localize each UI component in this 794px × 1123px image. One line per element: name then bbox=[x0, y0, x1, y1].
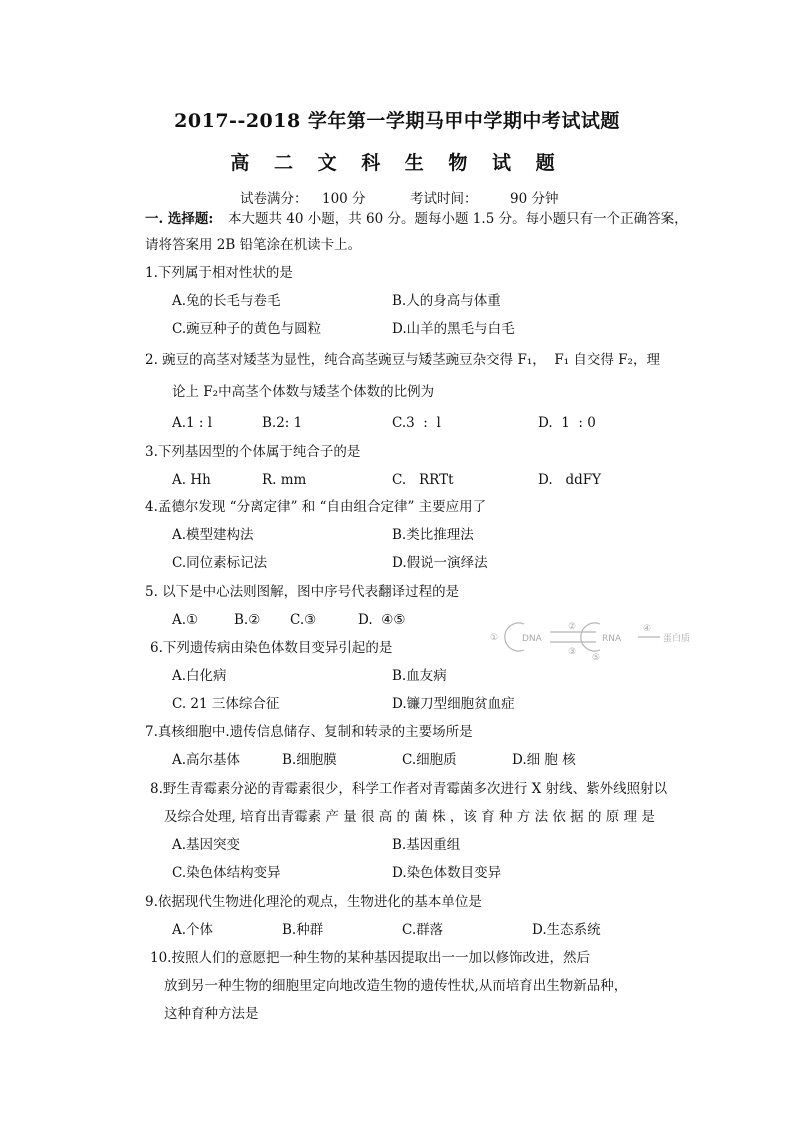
question-stem: 2. 豌豆的高茎对矮茎为显性，纯合高茎豌豆与矮茎豌豆杂交得 F₁， F₁ 自交得 F₂，理 bbox=[145, 352, 660, 368]
option: C. 21 三体综合征 bbox=[172, 696, 280, 712]
rna-replication-loop bbox=[581, 623, 600, 651]
option: D. ④⑤ bbox=[358, 612, 406, 628]
diagram-label: ③ bbox=[568, 647, 577, 657]
full-score-label: 试卷满分： bbox=[240, 191, 308, 207]
question-stem-cont: 放到另一种生物的细胞里定向地改造生物的遗传性状,从而培育出生物新品种， bbox=[164, 978, 628, 994]
option: B.血友病 bbox=[392, 668, 447, 684]
diagram-label: ④ bbox=[643, 624, 652, 634]
option: D.染色体数目变异 bbox=[392, 865, 502, 881]
option: C.③ bbox=[290, 612, 317, 628]
option: B.细胞膜 bbox=[282, 752, 337, 768]
option: D.假说一演绎法 bbox=[392, 555, 488, 571]
diagram-label: DNA bbox=[522, 634, 542, 644]
option: B.2: 1 bbox=[262, 415, 303, 431]
option: A.白化病 bbox=[172, 668, 227, 684]
diagram-label: RNA bbox=[602, 634, 622, 644]
question-stem: 8.野生青霉素分泌的青霉素很少，科学工作者对青霉菌多次进行 X 射线、紫外线照射以 bbox=[150, 781, 668, 797]
time-label: 考试时间： bbox=[410, 191, 478, 207]
option: R. mm bbox=[262, 472, 307, 488]
question-stem: 4.孟德尔发现 “分离定律” 和 “自由组合定律” 主要应用了 bbox=[145, 499, 487, 515]
option: B.类比推理法 bbox=[392, 527, 474, 543]
option: B.基因重组 bbox=[392, 837, 461, 853]
option: D.镰刀型细胞贫血症 bbox=[392, 696, 515, 712]
diagram-label: ② bbox=[568, 622, 577, 632]
option: D. ddFY bbox=[538, 472, 602, 488]
section-heading: 一. 选择题: bbox=[145, 211, 214, 227]
full-score-value: 100 分 bbox=[322, 191, 366, 207]
option: A.基因突变 bbox=[172, 837, 241, 853]
option: C. RRTt bbox=[392, 472, 454, 488]
question-stem: 9.依据现代生物进化理沦的观点，生物进化的基本单位是 bbox=[145, 894, 482, 910]
question-stem-cont: 论上 F₂中高茎个体数与矮茎个体数的比例为 bbox=[172, 384, 435, 400]
option: A.① bbox=[172, 612, 199, 628]
option: A.个体 bbox=[172, 922, 214, 938]
option: D.细 胞 核 bbox=[512, 752, 576, 768]
option: D.山羊的黑毛与白毛 bbox=[392, 321, 515, 337]
option: A.1 : l bbox=[172, 415, 213, 431]
question-stem: 10.按照人们的意愿把一种生物的某种基因提取出一一加以修饰改进，然后 bbox=[150, 950, 590, 966]
question-stem: 5. 以下是中心法则图解，图中序号代表翻译过程的是 bbox=[145, 584, 460, 600]
question-stem-cont: 及综合处理, 培育出青霉素 产 量 很 高 的 菌 株 ，该 育 种 方 法 依 据 的 原 理 是 bbox=[164, 809, 655, 825]
question-stem: 7.真核细胞中.遗传信息储存、复制和转录的主要场所是 bbox=[145, 724, 473, 740]
question-stem-cont: 这种育种方法是 bbox=[164, 1006, 259, 1022]
exam-title: 2017--2018 学年第一学期马甲中学期中考试试题 bbox=[174, 110, 620, 132]
option: A.模型建构法 bbox=[172, 527, 254, 543]
central-dogma-diagram bbox=[488, 612, 710, 662]
question-stem: 3.下列基因型的个体属于纯合子的是 bbox=[145, 444, 361, 460]
section-instructions-cont: 请将答案用 2B 铅笔涂在机读卡上。 bbox=[145, 237, 362, 253]
option: C.3 : l bbox=[392, 415, 441, 431]
section-instructions: 本大题共 40 小题，共 60 分。题每小题 1.5 分。每小题只有一个正确答案， bbox=[228, 211, 688, 227]
time-value: 90 分钟 bbox=[510, 191, 559, 207]
diagram-label: ⑤ bbox=[592, 653, 601, 662]
option: A.兔的长毛与卷毛 bbox=[172, 293, 281, 309]
option: A.高尔基体 bbox=[172, 752, 241, 768]
diagram-label: 蛋白质 bbox=[663, 634, 691, 644]
option: B.人的身高与体重 bbox=[392, 293, 501, 309]
option: C.群落 bbox=[402, 922, 444, 938]
option: D. 1 : 0 bbox=[538, 415, 596, 431]
option: C.细胞质 bbox=[402, 752, 457, 768]
question-stem: 6.下列遗传病由染色体数目变异引起的是 bbox=[150, 640, 393, 656]
option: C.同位素标记法 bbox=[172, 555, 268, 571]
option: D.生态系统 bbox=[532, 922, 601, 938]
exam-subtitle: 高 二 文 科 生 物 试 题 bbox=[230, 152, 564, 174]
option: B.种群 bbox=[282, 922, 324, 938]
option: B.② bbox=[234, 612, 261, 628]
question-stem: 1.下列属于相对性状的是 bbox=[145, 265, 293, 281]
diagram-label: ① bbox=[490, 633, 499, 643]
option: C.染色体结构变异 bbox=[172, 865, 281, 881]
option: A. Hh bbox=[172, 472, 211, 488]
option: C.豌豆种子的黄色与圆粒 bbox=[172, 321, 322, 337]
